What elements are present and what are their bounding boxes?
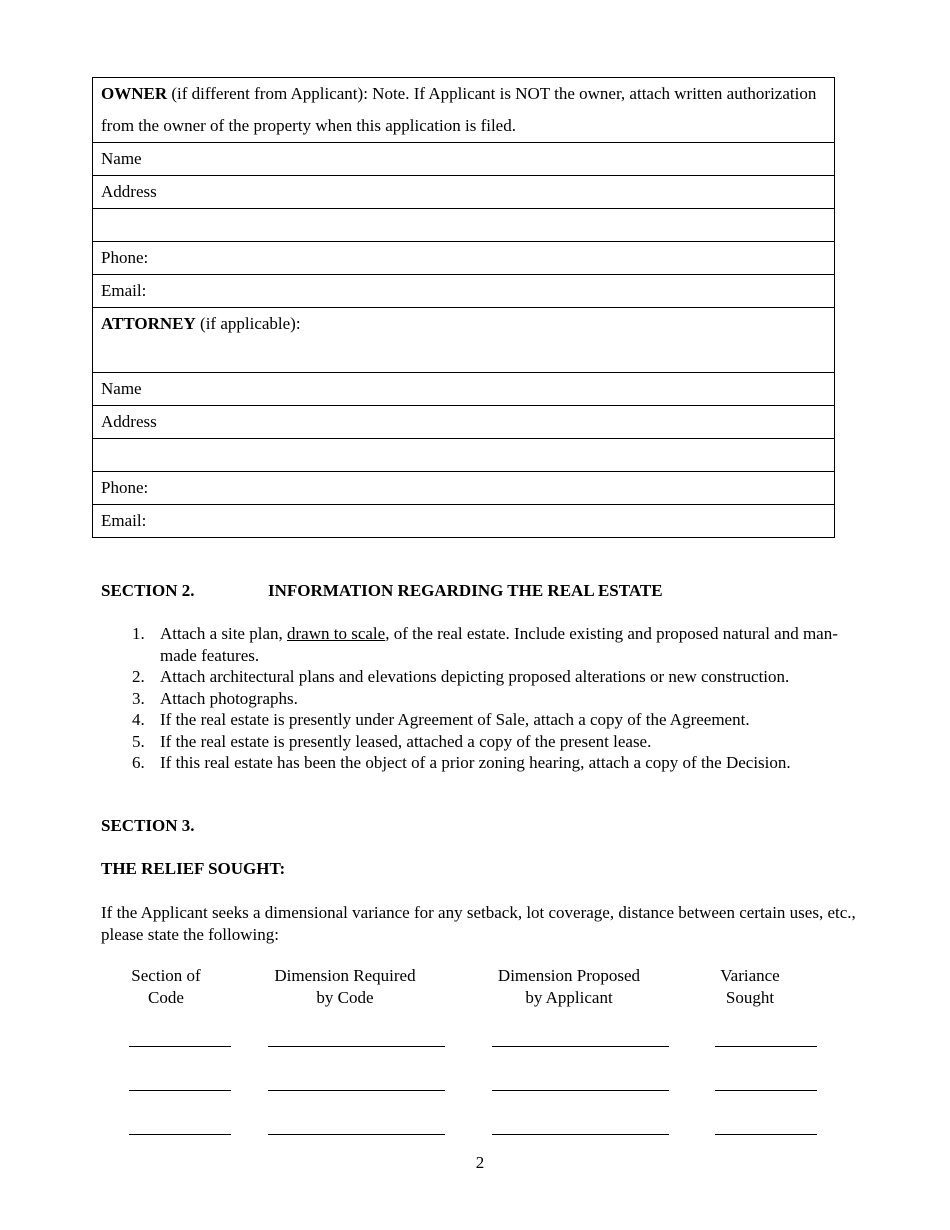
owner-email-field[interactable] <box>93 275 835 308</box>
blank-dimension-required[interactable] <box>268 1090 445 1091</box>
column-header-line: Sought <box>725 988 775 1007</box>
blank-dimension-proposed[interactable] <box>492 1090 669 1091</box>
column-header-line: Variance <box>720 966 780 985</box>
attorney-phone-label: Phone: <box>101 478 149 497</box>
attorney-phone-field[interactable] <box>93 472 835 505</box>
column-header-line: Code <box>148 988 184 1007</box>
owner-name-label: Name <box>101 149 142 168</box>
column-header-dimension-required <box>262 965 428 1009</box>
attorney-address-field[interactable] <box>93 406 835 439</box>
blank-dimension-required[interactable] <box>268 1046 445 1047</box>
column-header-line: Dimension Required <box>274 966 416 985</box>
attorney-email-label: Email: <box>101 511 147 530</box>
section2-list <box>101 623 861 774</box>
column-header-dimension-proposed <box>486 965 652 1009</box>
blank-dimension-required[interactable] <box>268 1134 445 1135</box>
list-item <box>101 688 861 710</box>
relief-paragraph: If the Applicant seeks a dimensional variance for any setback, lot coverage, distance between certain uses, etc., please state the following: <box>101 903 856 944</box>
blank-variance-sought[interactable] <box>715 1134 817 1135</box>
attorney-heading-cell <box>93 308 835 373</box>
list-item-number: 1. <box>132 624 145 643</box>
column-header-section-of-code <box>118 965 214 1009</box>
owner-email-label: Email: <box>101 281 147 300</box>
blank-section-of-code[interactable] <box>129 1046 231 1047</box>
attorney-name-label: Name <box>101 379 142 398</box>
column-header-variance-sought <box>702 965 798 1009</box>
list-item-text: If the real estate is presently under Agreement of Sale, attach a copy of the Agreement. <box>160 710 750 729</box>
list-item-number: 3. <box>132 688 145 708</box>
list-item-number: 2. <box>132 667 145 686</box>
blank-variance-sought[interactable] <box>715 1090 817 1091</box>
column-header-line: Dimension Proposed <box>497 966 641 985</box>
list-item-text: Attach photographs. <box>160 688 298 708</box>
list-item <box>101 666 861 688</box>
blank-dimension-proposed[interactable] <box>492 1046 669 1047</box>
section3-label: SECTION 3. <box>101 816 195 835</box>
owner-heading-cell <box>93 78 835 143</box>
list-item <box>101 623 861 666</box>
list-item <box>101 709 861 731</box>
owner-address-field[interactable] <box>93 176 835 209</box>
attorney-note: (if applicable): <box>195 314 301 333</box>
list-item-number: 6. <box>132 753 145 772</box>
list-item-number: 4. <box>132 710 145 729</box>
blank-variance-sought[interactable] <box>715 1046 817 1047</box>
list-item-text: If this real estate has been the object of a prior zoning hearing, attach a copy of the Decision. <box>160 753 791 772</box>
attorney-email-field[interactable] <box>93 505 835 538</box>
owner-heading: OWNER <box>101 84 168 103</box>
page-number: 2 <box>475 1153 485 1172</box>
owner-address-label: Address <box>101 182 157 201</box>
list-item-text: Attach architectural plans and elevations depicting proposed alterations or new construction. <box>160 667 790 686</box>
attorney-address-line2-field[interactable] <box>93 439 835 472</box>
section2-title: INFORMATION REGARDING THE REAL ESTATE <box>268 581 663 600</box>
section2-label: SECTION 2. <box>101 581 195 600</box>
column-header-line: by Applicant <box>525 988 613 1007</box>
column-header-line: Section of <box>131 966 201 985</box>
list-item-number: 5. <box>132 731 145 751</box>
list-item-text: Attach a site plan, <box>160 624 287 643</box>
list-item <box>101 731 861 753</box>
blank-section-of-code[interactable] <box>129 1090 231 1091</box>
list-item <box>101 752 861 774</box>
attorney-name-field[interactable] <box>93 373 835 406</box>
attorney-address-label: Address <box>101 412 157 431</box>
blank-section-of-code[interactable] <box>129 1134 231 1135</box>
owner-attorney-form <box>92 77 835 538</box>
owner-note: (if different from Applicant): Note. If Applicant is NOT the owner, attach written authorization from the owner of the property when this application is filed. <box>101 84 817 135</box>
owner-phone-label: Phone: <box>101 248 149 267</box>
blank-dimension-proposed[interactable] <box>492 1134 669 1135</box>
list-item-text: , of the real estate. Include existing and proposed natural and man-made features. <box>160 624 838 665</box>
owner-address-line2-field[interactable] <box>93 209 835 242</box>
list-item-underlined: drawn to scale <box>287 624 386 643</box>
relief-sought-heading: THE RELIEF SOUGHT: <box>101 859 286 878</box>
list-item-text: If the real estate is presently leased, attached a copy of the present lease. <box>160 731 652 751</box>
column-header-line: by Code <box>316 988 374 1007</box>
owner-name-field[interactable] <box>93 143 835 176</box>
owner-phone-field[interactable] <box>93 242 835 275</box>
attorney-heading: ATTORNEY <box>101 314 196 333</box>
